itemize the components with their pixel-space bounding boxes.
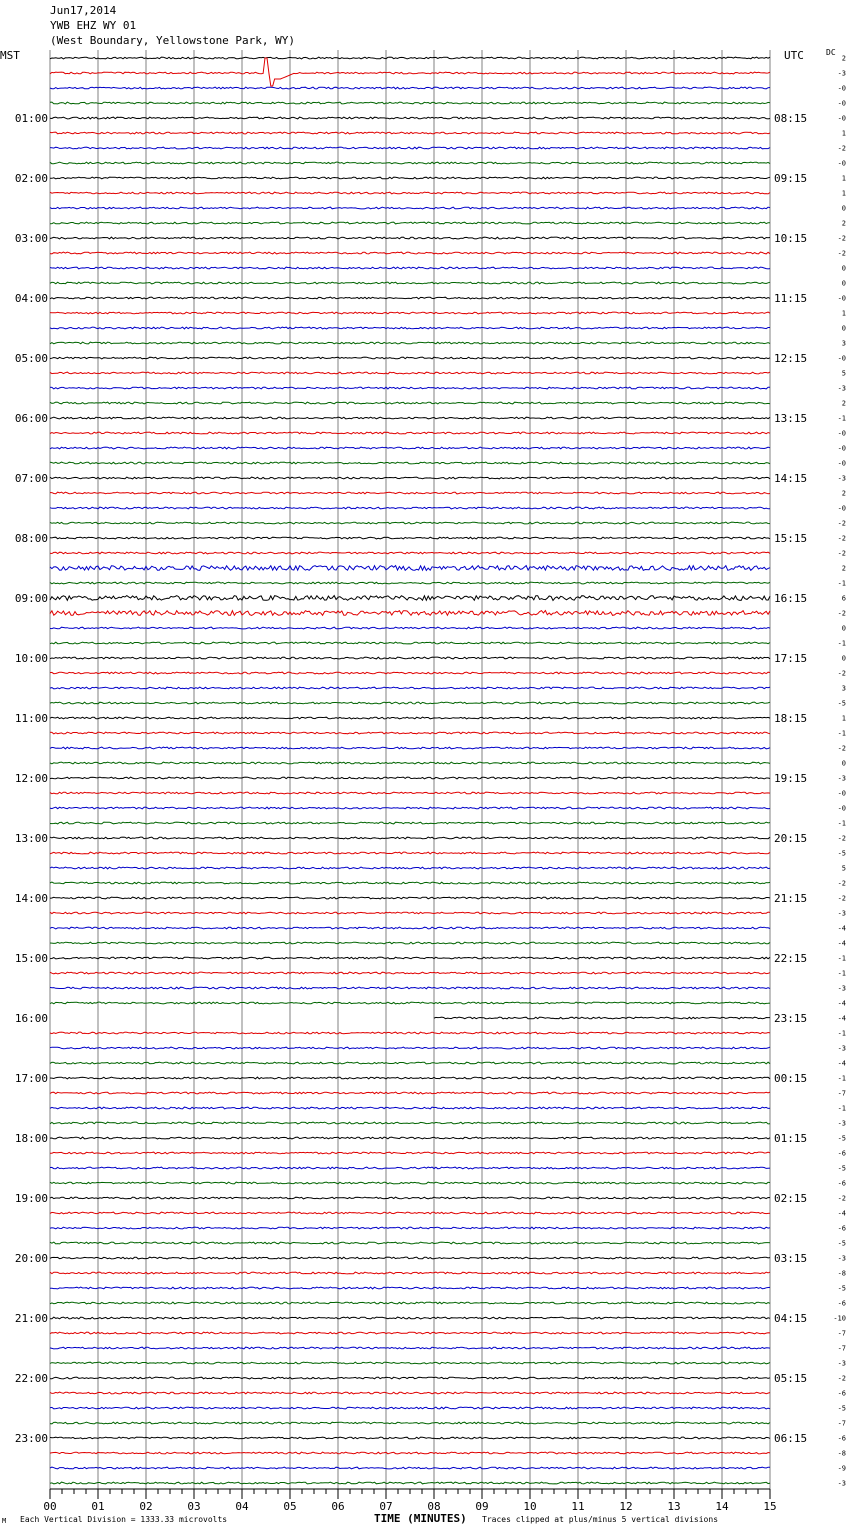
dc-offset-value: -6 <box>837 1434 846 1443</box>
hour-label-local: 11:00 <box>14 712 48 725</box>
trace-row <box>50 1167 770 1169</box>
trace-row <box>50 1377 770 1379</box>
trace-row <box>50 1077 770 1079</box>
dc-offset-value: 2 <box>841 564 846 573</box>
dc-offset-value: -3 <box>837 1119 846 1128</box>
trace-row <box>50 987 770 989</box>
hour-label-utc: 01:15 <box>774 1132 808 1145</box>
trace-row <box>50 1047 770 1049</box>
trace-row <box>50 357 770 359</box>
dc-offset-value: -0 <box>837 99 846 108</box>
hour-label-utc: 23:15 <box>774 1012 808 1025</box>
hour-label-utc: 03:15 <box>774 1252 808 1265</box>
x-tick-label: 10 <box>523 1500 537 1513</box>
dc-offset-value: -1 <box>837 954 846 963</box>
dc-offset-value: -6 <box>837 1224 846 1233</box>
trace-row <box>50 1347 770 1349</box>
trace-row <box>50 657 770 659</box>
x-tick-label: 01 <box>91 1500 105 1513</box>
x-tick-label: 00 <box>43 1500 57 1513</box>
right-timezone-label: UTC <box>784 49 804 62</box>
dc-offset-value: 2 <box>841 54 846 63</box>
trace-row <box>50 1137 770 1139</box>
trace-row <box>50 762 770 764</box>
trace-row <box>50 927 770 929</box>
dc-offset-value: -3 <box>837 909 846 918</box>
dc-offset-value: -2 <box>837 894 846 903</box>
x-tick-label: 07 <box>379 1500 393 1513</box>
hour-label-utc: 16:15 <box>774 592 808 605</box>
trace-row <box>50 432 770 434</box>
dc-offset-value: -7 <box>837 1089 846 1098</box>
dc-offset-value: -6 <box>837 1179 846 1188</box>
hour-label-utc: 13:15 <box>774 412 808 425</box>
dc-offset-value: -8 <box>837 1449 846 1458</box>
trace-row <box>50 1302 770 1304</box>
dc-offset-value: -0 <box>837 354 846 363</box>
trace-row <box>50 58 770 86</box>
dc-offset-value: -2 <box>837 609 846 618</box>
dc-offset-value: -0 <box>837 114 846 123</box>
trace-row <box>50 1002 770 1004</box>
trace-row <box>50 1317 770 1319</box>
trace-row <box>50 822 770 824</box>
dc-offset-value: -3 <box>837 384 846 393</box>
trace-row <box>50 852 770 854</box>
trace-row <box>50 1287 770 1289</box>
dc-offset-value: -2 <box>837 234 846 243</box>
dc-offset-value: -3 <box>837 69 846 78</box>
trace-row <box>50 57 770 59</box>
hour-label-utc: 14:15 <box>774 472 808 485</box>
trace-row <box>50 1407 770 1409</box>
trace-row <box>50 582 770 584</box>
trace-row <box>50 777 770 779</box>
x-tick-label: 03 <box>187 1500 201 1513</box>
dc-offset-value: -7 <box>837 1344 846 1353</box>
trace-row <box>50 1107 770 1109</box>
dc-offset-value: -0 <box>837 459 846 468</box>
trace-row <box>50 462 770 464</box>
hour-label-local: 01:00 <box>14 112 48 125</box>
dc-offset-value: 0 <box>841 279 846 288</box>
trace-row <box>50 717 770 719</box>
x-tick-label: 06 <box>331 1500 345 1513</box>
hour-label-local: 10:00 <box>14 652 48 665</box>
trace-row <box>50 687 770 689</box>
dc-offset-value: 2 <box>841 489 846 498</box>
dc-offset-value: -8 <box>837 1269 846 1278</box>
hour-label-utc: 19:15 <box>774 772 808 785</box>
hour-label-local: 16:00 <box>14 1012 48 1025</box>
dc-offset-value: -2 <box>837 249 846 258</box>
dc-offset-value: 3 <box>841 684 846 693</box>
trace-row <box>50 972 770 974</box>
hour-label-utc: 21:15 <box>774 892 808 905</box>
hour-label-utc: 02:15 <box>774 1192 808 1205</box>
dc-offset-value: -2 <box>837 534 846 543</box>
trace-row <box>50 672 770 674</box>
dc-offset-value: -4 <box>837 939 846 948</box>
trace-row <box>50 1332 770 1334</box>
trace-row <box>50 912 770 914</box>
dc-offset-value: -4 <box>837 999 846 1008</box>
trace-row <box>50 837 770 839</box>
dc-offset-value: -5 <box>837 1164 846 1173</box>
dc-offset-value: 1 <box>841 309 846 318</box>
dc-offset-value: -3 <box>837 774 846 783</box>
trace-row <box>50 552 770 554</box>
hour-label-local: 19:00 <box>14 1192 48 1205</box>
dc-offset-value: -2 <box>837 1194 846 1203</box>
dc-offset-value: 5 <box>841 369 846 378</box>
trace-row <box>50 1197 770 1199</box>
trace-row <box>50 222 770 224</box>
trace-row <box>50 147 770 149</box>
station-location: (West Boundary, Yellowstone Park, WY) <box>50 34 296 47</box>
trace-row <box>50 882 770 884</box>
dc-offset-value: -1 <box>837 819 846 828</box>
trace-row <box>50 282 770 284</box>
hour-label-local: 07:00 <box>14 472 48 485</box>
trace-row <box>50 207 770 209</box>
hour-label-local: 13:00 <box>14 832 48 845</box>
trace-row <box>50 867 770 869</box>
trace-row <box>50 1482 770 1484</box>
dc-offset-value: -7 <box>837 1329 846 1338</box>
hour-label-local: 15:00 <box>14 952 48 965</box>
hour-label-utc: 04:15 <box>774 1312 808 1325</box>
dc-offset-value: -0 <box>837 444 846 453</box>
dc-offset-value: -2 <box>837 519 846 528</box>
dc-offset-value: -2 <box>837 549 846 558</box>
hour-label-utc: 06:15 <box>774 1432 808 1445</box>
dc-offset-value: 3 <box>841 339 846 348</box>
trace-row <box>50 642 770 644</box>
dc-offset-value: -3 <box>837 1479 846 1488</box>
trace-row <box>50 1437 770 1439</box>
trace-row <box>50 627 770 629</box>
dc-offset-value: -6 <box>837 1389 846 1398</box>
hour-label-local: 22:00 <box>14 1372 48 1385</box>
x-tick-label: 04 <box>235 1500 249 1513</box>
dc-offset-value: -1 <box>837 1074 846 1083</box>
dc-offset-value: -2 <box>837 834 846 843</box>
dc-offset-value: -1 <box>837 414 846 423</box>
x-tick-label: 09 <box>475 1500 489 1513</box>
hour-label-local: 12:00 <box>14 772 48 785</box>
trace-row <box>50 87 770 89</box>
hour-label-utc: 00:15 <box>774 1072 808 1085</box>
trace-row <box>50 1032 770 1034</box>
trace-row <box>50 702 770 704</box>
trace-row <box>50 1257 770 1259</box>
hour-label-local: 02:00 <box>14 172 48 185</box>
trace-row <box>50 402 770 404</box>
dc-offset-value: -6 <box>837 1299 846 1308</box>
dc-offset-value: -3 <box>837 1254 846 1263</box>
trace-row <box>50 237 770 239</box>
scale-note: Each Vertical Division = 1333.33 microvolts <box>20 1515 228 1524</box>
trace-row <box>50 252 770 254</box>
dc-offset-value: -3 <box>837 474 846 483</box>
x-tick-label: 11 <box>571 1500 585 1513</box>
dc-offset-value: -2 <box>837 879 846 888</box>
dc-offset-value: -2 <box>837 669 846 678</box>
trace-row <box>50 327 770 329</box>
trace-row <box>50 1452 770 1454</box>
dc-offset-value: -0 <box>837 804 846 813</box>
trace-row <box>50 297 770 299</box>
dc-offset-value: -7 <box>837 1419 846 1428</box>
dc-offset-value: 1 <box>841 189 846 198</box>
x-tick-label: 02 <box>139 1500 153 1513</box>
hour-label-utc: 10:15 <box>774 232 808 245</box>
trace-row <box>50 1242 770 1244</box>
dc-offset-header: DC <box>826 48 836 57</box>
left-timezone-label: MST <box>0 49 20 62</box>
station-id: YWB EHZ WY 01 <box>50 19 137 32</box>
dc-offset-value: 6 <box>841 594 846 603</box>
dc-offset-value: 2 <box>841 219 846 228</box>
hour-label-local: 08:00 <box>14 532 48 545</box>
trace-row <box>50 372 770 374</box>
dc-offset-value: 1 <box>841 174 846 183</box>
footer-glyph: M <box>2 1517 7 1525</box>
dc-offset-value: -4 <box>837 1014 846 1023</box>
trace-row <box>50 117 770 119</box>
trace-row <box>50 1362 770 1364</box>
dc-offset-value: -4 <box>837 924 846 933</box>
dc-offset-value: -3 <box>837 1044 846 1053</box>
trace-row <box>50 596 770 601</box>
hour-label-local: 18:00 <box>14 1132 48 1145</box>
dc-offset-value: 0 <box>841 654 846 663</box>
trace-row <box>50 177 770 179</box>
hour-label-utc: 09:15 <box>774 172 808 185</box>
hour-label-utc: 11:15 <box>774 292 808 305</box>
trace-row <box>50 897 770 899</box>
trace-row <box>50 342 770 344</box>
hour-label-local: 17:00 <box>14 1072 48 1085</box>
dc-offset-value: 0 <box>841 264 846 273</box>
trace-row <box>50 1092 770 1094</box>
x-tick-label: 13 <box>667 1500 681 1513</box>
trace-row <box>50 807 770 809</box>
trace-row <box>50 732 770 734</box>
dc-offset-value: -1 <box>837 729 846 738</box>
dc-offset-value: -2 <box>837 744 846 753</box>
hour-label-local: 04:00 <box>14 292 48 305</box>
hour-label-utc: 22:15 <box>774 952 808 965</box>
trace-row <box>50 492 770 494</box>
dc-offset-value: -6 <box>837 1149 846 1158</box>
dc-offset-value: -3 <box>837 984 846 993</box>
hour-label-local: 03:00 <box>14 232 48 245</box>
trace-row <box>50 1062 770 1064</box>
trace-row <box>50 507 770 509</box>
trace-row <box>50 611 770 616</box>
trace-row <box>50 522 770 524</box>
trace-row <box>50 132 770 134</box>
dc-offset-value: -5 <box>837 849 846 858</box>
dc-offset-value: -2 <box>837 144 846 153</box>
trace-row <box>50 477 770 479</box>
dc-offset-value: -0 <box>837 429 846 438</box>
dc-offset-value: -5 <box>837 699 846 708</box>
dc-offset-value: -3 <box>837 1359 846 1368</box>
x-axis-title: TIME (MINUTES) <box>374 1512 467 1525</box>
trace-row <box>50 792 770 794</box>
dc-offset-value: 1 <box>841 714 846 723</box>
hour-label-utc: 08:15 <box>774 112 808 125</box>
dc-offset-value: -5 <box>837 1404 846 1413</box>
trace-row <box>50 1152 770 1154</box>
dc-offset-value: -1 <box>837 1104 846 1113</box>
trace-row <box>50 1122 770 1124</box>
hour-label-local: 14:00 <box>14 892 48 905</box>
dc-offset-value: -5 <box>837 1134 846 1143</box>
dc-offset-value: -9 <box>837 1464 846 1473</box>
trace-row <box>50 1392 770 1394</box>
dc-offset-value: 2 <box>841 399 846 408</box>
trace-row <box>50 1182 770 1184</box>
plot-date: Jun17,2014 <box>50 4 117 17</box>
dc-offset-value: -5 <box>837 1239 846 1248</box>
trace-row <box>50 747 770 749</box>
hour-label-local: 20:00 <box>14 1252 48 1265</box>
hour-label-local: 23:00 <box>14 1432 48 1445</box>
dc-offset-value: 0 <box>841 324 846 333</box>
hour-label-utc: 20:15 <box>774 832 808 845</box>
trace-row <box>50 1467 770 1469</box>
x-tick-label: 05 <box>283 1500 297 1513</box>
dc-offset-value: -1 <box>837 1029 846 1038</box>
dc-offset-value: 1 <box>841 129 846 138</box>
hour-label-utc: 17:15 <box>774 652 808 665</box>
x-tick-label: 12 <box>619 1500 633 1513</box>
trace-row <box>50 312 770 314</box>
dc-offset-value: -1 <box>837 639 846 648</box>
trace-row <box>50 957 770 959</box>
dc-offset-value: -10 <box>833 1314 846 1323</box>
hour-label-local: 21:00 <box>14 1312 48 1325</box>
dc-offset-value: -0 <box>837 789 846 798</box>
trace-row <box>50 162 770 164</box>
dc-offset-value: -4 <box>837 1059 846 1068</box>
hour-label-utc: 18:15 <box>774 712 808 725</box>
dc-offset-value: -0 <box>837 504 846 513</box>
trace-row <box>50 267 770 269</box>
trace-row <box>50 566 770 571</box>
trace-row <box>434 1017 770 1019</box>
x-tick-label: 15 <box>763 1500 777 1513</box>
hour-label-utc: 05:15 <box>774 1372 808 1385</box>
trace-row <box>50 537 770 539</box>
hour-label-local: 06:00 <box>14 412 48 425</box>
dc-offset-value: -4 <box>837 1209 846 1218</box>
dc-offset-value: 0 <box>841 204 846 213</box>
dc-offset-value: 5 <box>841 864 846 873</box>
dc-offset-value: -1 <box>837 969 846 978</box>
dc-offset-value: -0 <box>837 294 846 303</box>
trace-row <box>50 447 770 449</box>
trace-row <box>50 192 770 194</box>
trace-row <box>50 387 770 389</box>
trace-row <box>50 417 770 419</box>
trace-row <box>50 1422 770 1424</box>
dc-offset-value: -2 <box>837 1374 846 1383</box>
trace-row <box>50 1212 770 1214</box>
dc-offset-value: -0 <box>837 84 846 93</box>
trace-row <box>50 942 770 944</box>
dc-offset-value: -0 <box>837 159 846 168</box>
trace-row <box>50 102 770 104</box>
x-tick-label: 08 <box>427 1500 441 1513</box>
clip-note: Traces clipped at plus/minus 5 vertical divisions <box>482 1515 719 1524</box>
dc-offset-value: -5 <box>837 1284 846 1293</box>
trace-row <box>50 1227 770 1229</box>
dc-offset-value: -1 <box>837 579 846 588</box>
hour-label-local: 05:00 <box>14 352 48 365</box>
dc-offset-value: 0 <box>841 624 846 633</box>
trace-row <box>50 1272 770 1274</box>
x-tick-label: 14 <box>715 1500 729 1513</box>
dc-offset-value: 0 <box>841 759 846 768</box>
hour-label-utc: 15:15 <box>774 532 808 545</box>
hour-label-local: 09:00 <box>14 592 48 605</box>
hour-label-utc: 12:15 <box>774 352 808 365</box>
